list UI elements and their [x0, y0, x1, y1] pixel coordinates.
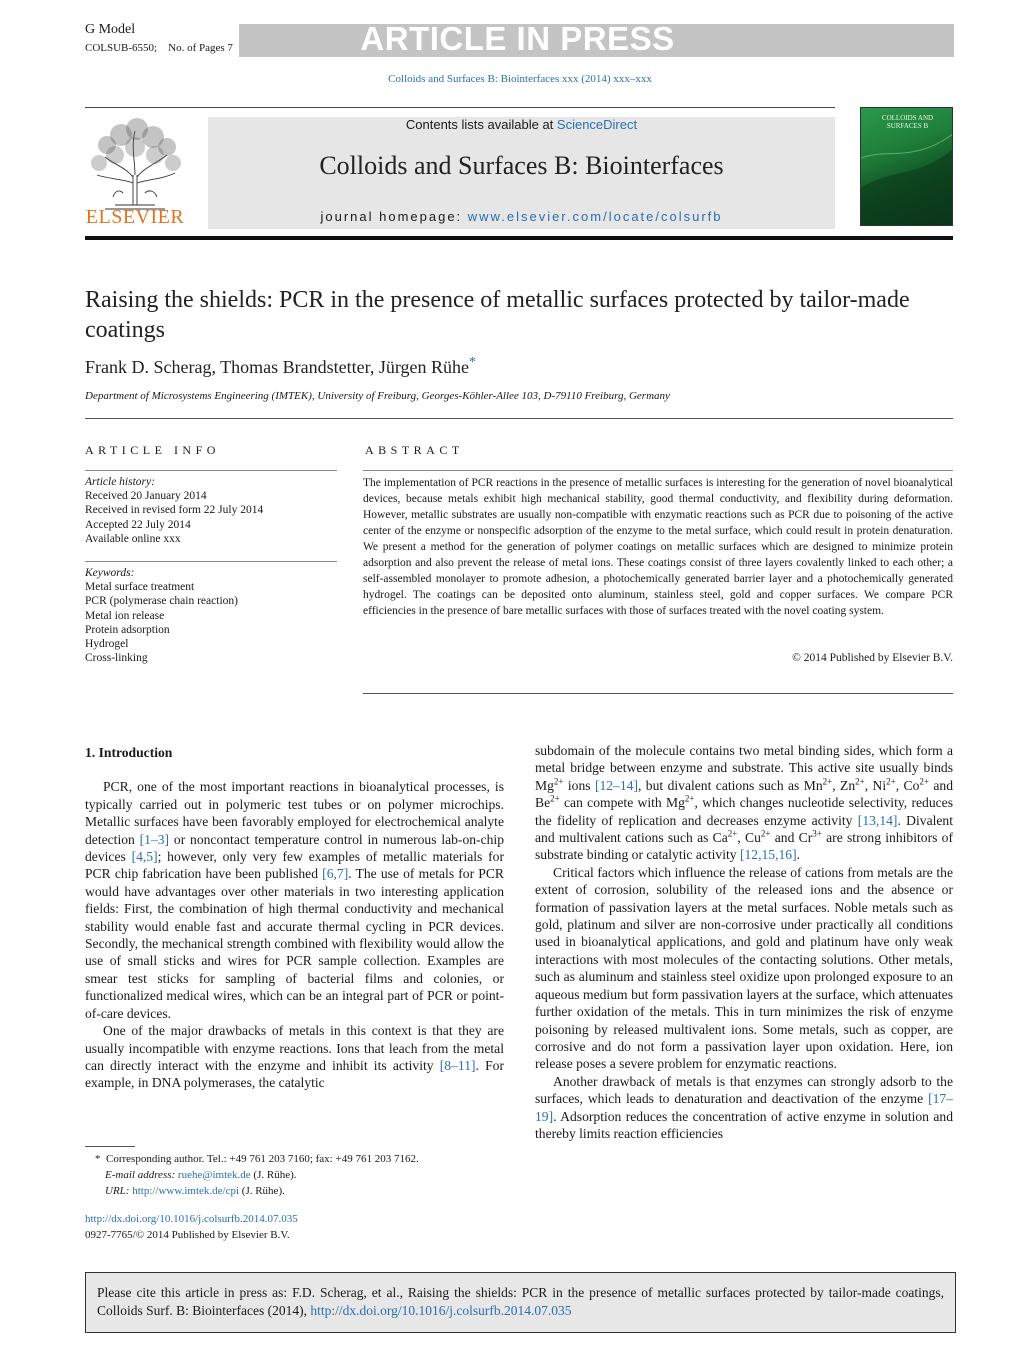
reference-link[interactable]: [12,15,16] — [739, 847, 797, 863]
paragraph: One of the major drawbacks of metals in this context is that they are usually incompatible with enzyme reactions. Ions that leach from the metal can directly interact with the enzyme and inhibit its activity [8–11]. For example, in DNA polymerases, the catalytic — [85, 1023, 504, 1091]
email-suffix: (J. Rühe). — [250, 1169, 297, 1181]
paragraph: Another drawback of metals is that enzymes can strongly adsorb to the surfaces, which leads to denaturation and deactivation of the enzyme [17–19]. Adsorption reduces the concentration of active enzyme in solution and thereby limits reaction efficiencies — [535, 1073, 953, 1141]
footnote-mark: * — [95, 1153, 101, 1165]
section-heading-introduction: 1. Introduction — [85, 745, 173, 760]
reference-link[interactable]: [6,7] — [322, 866, 349, 882]
keywords-rule — [85, 561, 337, 562]
history-revised: Received in revised form 22 July 2014 — [85, 504, 264, 517]
journal-homepage — [208, 209, 835, 224]
doi-link[interactable]: http://dx.doi.org/10.1016/j.colsurfb.2014.07.035 — [85, 1213, 298, 1225]
abstract-bottom-rule — [363, 693, 953, 694]
cover-art — [861, 108, 953, 226]
journal-title: Colloids and Surfaces B: Biointerfaces — [319, 151, 724, 180]
history-label: Article history: — [85, 476, 155, 488]
issn-line: 0927-7765/© 2014 Published by Elsevier B.V. — [85, 1229, 290, 1241]
author-list — [85, 357, 476, 378]
keyword-item: Hydrogel — [85, 638, 129, 651]
contents-line — [208, 117, 835, 132]
body-column-right — [535, 742, 953, 1142]
footnote-rule — [85, 1146, 135, 1147]
url-suffix: (J. Rühe). — [239, 1185, 285, 1197]
cite-text: Please cite this article in press as: F.D. Scherag, et al., Raising the shields: PCR in the presence of metallic surfaces protected by tailor-made coatings, Colloids Surf. B: Biointerfaces (2014), — [97, 1285, 944, 1318]
history-accepted: Accepted 22 July 2014 — [85, 518, 191, 531]
corresponding-author-mark[interactable]: * — [469, 355, 477, 370]
reference-link[interactable]: [1–3] — [139, 831, 170, 847]
footnote-corresponding: Corresponding author. Tel.: +49 761 203 7160; fax: +49 761 203 7162. — [106, 1153, 419, 1165]
author-names: Frank D. Scherag, Thomas Brandstetter, Jürgen Rühe — [85, 357, 470, 377]
reference-link[interactable]: [13,14] — [857, 812, 898, 828]
keyword-item: Cross-linking — [85, 652, 148, 665]
article-code — [85, 42, 233, 54]
cover-title: COLLOIDS AND SURFACES B — [881, 114, 934, 130]
g-model-label: G Model — [85, 22, 136, 37]
header-rule — [85, 107, 835, 108]
contents-prefix: Contents lists available at — [405, 117, 557, 132]
article-history — [85, 475, 337, 546]
keyword-item: Metal ion release — [85, 609, 165, 622]
corresponding-author-footnote — [85, 1151, 505, 1199]
keyword-item: Protein adsorption — [85, 623, 170, 636]
title-rule — [85, 418, 953, 419]
article-title: Raising the shields: PCR in the presence of metallic surfaces protected by tailor-made coatings — [85, 287, 910, 343]
affiliation: Department of Microsystems Engineering (IMTEK), University of Freiburg, Georges-Köhler-Allee 103, D-79110 Freiburg, Germany — [85, 390, 670, 402]
reference-link[interactable]: [17–19] — [535, 1091, 953, 1124]
abstract-copyright: © 2014 Published by Elsevier B.V. — [792, 652, 953, 664]
homepage-link[interactable]: www.elsevier.com/locate/colsurfb — [467, 209, 723, 224]
article-id: COLSUB-6550; — [85, 42, 158, 54]
body-column-left — [85, 744, 504, 1092]
keyword-item: PCR (polymerase chain reaction) — [85, 595, 238, 608]
journal-citation-line[interactable]: Colloids and Surfaces B: Biointerfaces xxx (2014) xxx–xxx — [388, 73, 652, 85]
reference-link[interactable]: [12–14] — [594, 777, 638, 793]
reference-link[interactable]: [8–11] — [439, 1057, 476, 1073]
abstract-heading: ABSTRACT — [365, 443, 464, 457]
cite-doi-link[interactable]: http://dx.doi.org/10.1016/j.colsurfb.2014.07.035 — [310, 1303, 572, 1318]
paragraph: PCR, one of the most important reactions in bioanalytical processes, is typically carried out in polymeric test tubes or on polymer microchips. Metallic surfaces have been favorably employed for electrochemical analyte detection [1–3] or noncontact temperature control in numerous lab-on-chip devices [4,5]; however, only very few examples of metallic materials for PCR chip fabrication have been published [6,7]. The use of metals for PCR would have advantages over other materials in two interesting application fields: First, the combination of high thermal conductivity and mechanical stability would enable fast and accurate thermal cycling in PCR devices. Secondly, the mechanical strength combined with flexibility would allow the use of small sticks and wires for PCR sample collection. Examples are smear test sticks for sampling of bacterial films and colonies, or functionalized medical wires, which can be an integral part of PCR or point-of-care devices. — [85, 779, 504, 1021]
history-online: Available online xxx — [85, 532, 181, 545]
history-received: Received 20 January 2014 — [85, 490, 207, 503]
article-info-heading: ARTICLE INFO — [85, 443, 220, 457]
article-in-press-label: ARTICLE IN PRESS — [360, 20, 675, 57]
reference-link[interactable]: [4,5] — [131, 849, 158, 865]
homepage-label: journal homepage: — [320, 209, 468, 224]
keyword-item: Metal surface treatment — [85, 581, 195, 594]
abstract-text: The implementation of PCR reactions in the presence of metallic surfaces is interesting for the generation of novel bioanalytical devices, because metals exhibit high mechanical stability, good thermal conductivity, and flexibility during deformation. However, metallic substrates are usually non-compatible with enzymatic reactions such as PCR due to poisoning of the active center of the enzyme or nonspecific adsorption of the enzyme to the metal surface, which could result in protein denaturation. We present a method for the generation of polymer coatings on metallic surfaces which are designed to minimize protein adsorption and also prevent the release of metal ions. These coatings consist of three layers covalently linked to each other; a self-assembled monolayer to promote adhesion, a photochemically generated barrier layer and a photochemically generated hydrogel. The coatings can be deposited onto aluminum, stainless steel, gold and copper surfaces. We compare PCR efficiencies in the presence of bare metallic surfaces with those of surfaces treated with the novel coating system. — [363, 477, 953, 617]
elsevier-wordmark: ELSEVIER — [85, 206, 185, 228]
journal-cover-thumbnail[interactable] — [860, 107, 953, 226]
masthead-bottom-rule — [85, 236, 953, 240]
url-label: URL: — [105, 1185, 130, 1197]
url-link[interactable]: http://www.imtek.de/cpi — [132, 1185, 240, 1197]
keywords — [85, 566, 337, 665]
keywords-label: Keywords: — [85, 567, 135, 579]
doi-block — [85, 1211, 298, 1243]
sciencedirect-link[interactable]: ScienceDirect — [556, 117, 638, 132]
please-cite-box — [85, 1272, 956, 1333]
paragraph: Critical factors which influence the release of cations from metals are the extent of corrosion, solubility of the released ions and the absence or formation of passivation layers at the metal surfaces. Noble metals such as gold, platinum and silver are non-corrosive under practically all conditions used in bioanalytical applications, and gold and platinum have only weak interactions with most molecules of the contacting solutions. Other metals, such as aluminum and stainless steel oxidize upon prolonged exposure to an aqueous medium but form passivation layers at the surface, which attenuates further oxidation of the metals. This in turn minimizes the risk of enzyme poisoning by released multivalent ions. Some metals, such as copper, are corrosive and do not form a passivation layer upon oxidation. Here, ion release poses a severe problem for enzymatic reactions. — [535, 864, 953, 1072]
email-label: E-mail address: — [105, 1169, 176, 1181]
email-link[interactable]: ruehe@imtek.de — [177, 1169, 251, 1181]
page-count: No. of Pages 7 — [168, 42, 233, 54]
abstract-rule — [363, 470, 953, 471]
article-info-rule — [85, 470, 337, 471]
paragraph: subdomain of the molecule contains two metal binding sides, which form a metal bridge between enzyme and substrate. This active site usually binds $Mg^{2+}$ ions [12–14], but divalent cations such as $Mn^{2+}$, $Zn^{2+}$, $Ni^{2+}$, $Co^{2+}$ and $Be^{2+}$ can compete with $Mg^{2+}$, which changes nucleotide selectivity, reduces the fidelity of replication and decreases enzyme activity [13,14]. Divalent and multivalent cations such as $Ca^{2+}$, $Cu^{2+}$ and $Cr^{3+}$ are strong inhibitors of substrate binding or catalytic activity [12,15,16]. — [535, 743, 953, 863]
